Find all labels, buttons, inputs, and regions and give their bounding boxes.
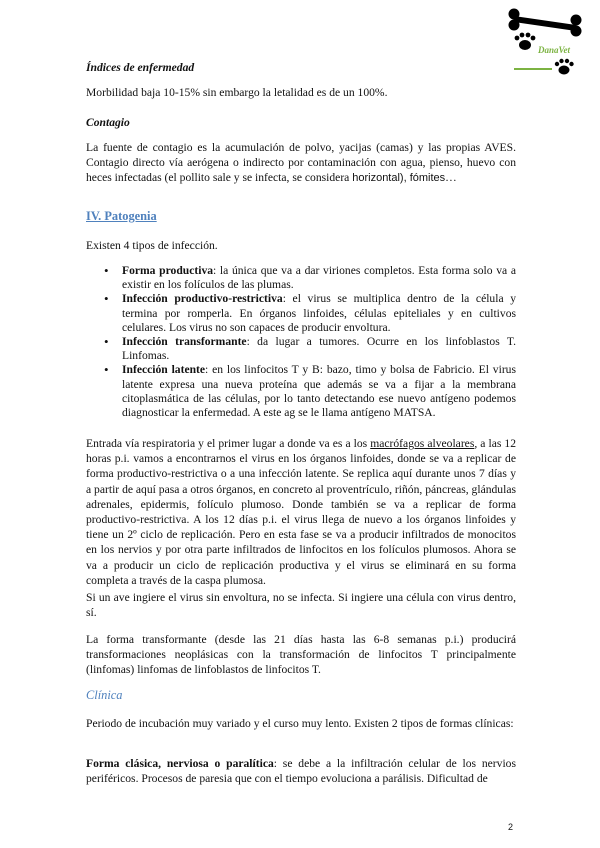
bullet-term: Forma productiva: [122, 264, 214, 277]
section-heading-patogenia: IV. Patogenia: [86, 209, 157, 223]
list-item: [104, 363, 516, 420]
page-number: 2: [508, 822, 514, 832]
bullet-icon: •: [104, 362, 109, 378]
infection-types-list: [104, 264, 516, 420]
bullet-text: : da lugar a tumores. Ocurre en los linfoblastos T. Linfomas.: [122, 335, 516, 363]
contagio-tail: horizontal), fómites: [352, 172, 446, 185]
bullet-text: : la única que va a dar viriones completos. Esta forma solo va a existir en los folículos de las plumas.: [122, 264, 516, 292]
contagio-heading: Contagio: [86, 116, 130, 129]
bone-icon: [509, 9, 582, 37]
paragraph-text: Entrada vía respiratoria y el primer lugar a donde va es a los: [86, 437, 371, 450]
paw-print-icon: [555, 59, 574, 75]
bullet-term: Infección productivo-restrictiva: [122, 292, 283, 306]
contagio-ellipsis: …: [445, 171, 457, 185]
list-item: [104, 292, 516, 335]
list-item: [104, 335, 516, 363]
bullet-text: : en los linfocitos T y B: bazo, timo y bolsa de Fabricio. El virus latente expresa una nueva proteína que además se va a fijar a la membrana citoplasmática de las células, por lo tanto detectando ese nuevo antígeno podemos diagnosticar la enfermedad. A este ag se le llama antígeno MATSA.: [122, 363, 516, 420]
bullet-icon: •: [104, 263, 109, 278]
paragraph-text: , a las 12 horas p.i. vamos a encontrarnos el virus en los órganos linfoides, donde se va a replicar de forma productivo-restrictiva o a una infección latente. Se replica aquí durante unos 7 días y a partir de aquí pasa a otros órganos, en concreto al proventrículo, riñón, páncreas, glándulas adrenales, epidermis, folículo plumoso. Donde también se va a replicar de forma productivo-restrictiva. A los 12 días p.i. el virus llega de nuevo a los órganos linfoides y tiene un 2º ciclo de replicación. Pero en esta fase se va a producir infiltrados de monocitos en los nervios y por otra parte infiltrados de linfocitos en los folículos plumosos. Ahora se va a producir un ciclo de replicación productiva y el virus se eliminará en su forma completa a través de la caspa plumosa.: [86, 437, 516, 587]
logo-brand-text: DanaVet: [538, 45, 571, 55]
contagio-text: La fuente de contagio es la acumulación de polvo, yacijas (camas) y las propias AVES. Contagio directo vía aerógena o indirecto por contaminación con agua, pienso, huevo con heces infectadas (el pollito sale y se infecta, se considera: [86, 141, 516, 185]
paw-print-icon: [515, 33, 536, 50]
bullet-icon: •: [104, 334, 109, 350]
indices-text: Morbilidad baja 10-15% sin embargo la letalidad es de un 100%.: [86, 86, 388, 99]
patogenia-paragraph-3: La forma transformante (desde las 21 días hasta las 6-8 semanas p.i.) producirá transformaciones neoplásicas con la transformación de linfocitos T principalmente (linfomas) linfomas de linfoblastos de linfocitos T.: [86, 633, 516, 677]
bullet-icon: •: [104, 291, 109, 307]
clinica-form-paragraph: [86, 756, 516, 786]
clinica-intro: Periodo de incubación muy variado y el curso muy lento. Existen 2 tipos de formas clínicas:: [86, 717, 514, 730]
logo-underline: [514, 68, 552, 70]
list-item: [104, 264, 516, 292]
bullet-term: Infección latente: [122, 363, 206, 377]
danavet-logo: [506, 8, 584, 78]
patogenia-intro: Existen 4 tipos de infección.: [86, 239, 218, 252]
clinica-heading: Clínica: [86, 688, 123, 702]
indices-heading: Índices de enfermedad: [86, 61, 195, 74]
form-text: : se debe a la infiltración celular de los nervios periféricos. Procesos de paresia que con el tiempo evoluciona a parálisis. Dificultad de: [86, 757, 516, 786]
bullet-term: Infección transformante: [122, 335, 247, 349]
bullet-text: : el virus se multiplica dentro de la célula y termina por romperla. En órganos linfoides, células epiteliales y en cultivos celulares. Los virus no son capaces de producir envoltura.: [122, 292, 516, 334]
underlined-term: macrófagos alveolares: [370, 437, 475, 450]
contagio-paragraph: [86, 140, 516, 187]
patogenia-paragraph-2: Si un ave ingiere el virus sin envoltura, no se infecta. Si ingiere una célula con virus dentro, sí.: [86, 591, 516, 620]
patogenia-paragraph-1: [86, 436, 516, 588]
form-term: Forma clásica, nerviosa o paralítica: [86, 757, 274, 770]
